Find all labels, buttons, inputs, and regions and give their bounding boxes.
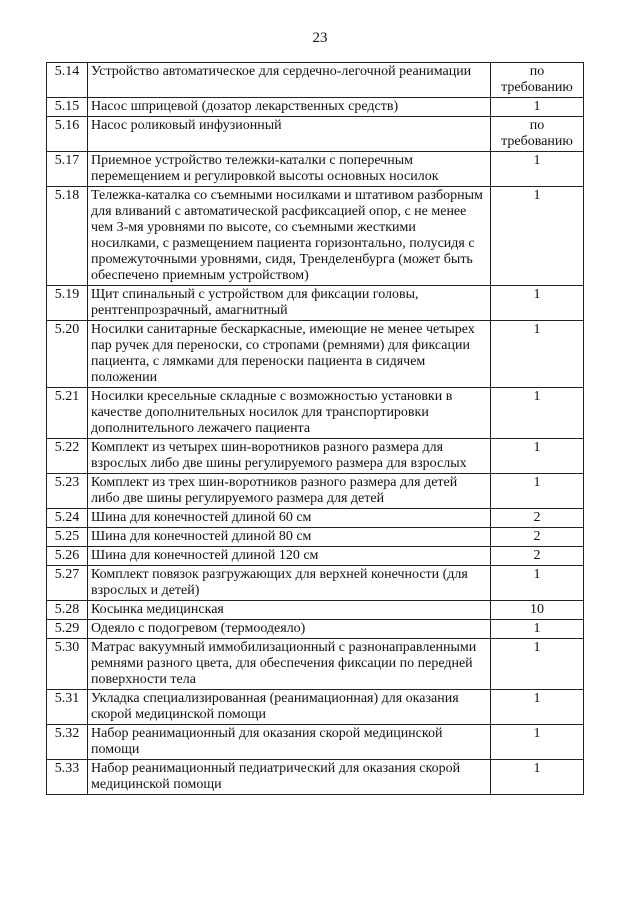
table-row xyxy=(47,321,584,388)
item-number: 5.16 xyxy=(47,117,88,152)
item-quantity: по требованию xyxy=(491,63,584,98)
table-row xyxy=(47,152,584,187)
item-number: 5.19 xyxy=(47,286,88,321)
table-row xyxy=(47,286,584,321)
item-name: Матрас вакуумный иммобилизационный с разнонаправленными ремнями разного цвета, для обеспечения фиксации по передней поверхности тела xyxy=(88,639,491,690)
item-number: 5.29 xyxy=(47,620,88,639)
item-quantity: 1 xyxy=(491,620,584,639)
item-quantity: 1 xyxy=(491,690,584,725)
table-row xyxy=(47,187,584,286)
item-quantity: 1 xyxy=(491,321,584,388)
item-number: 5.30 xyxy=(47,639,88,690)
item-quantity: 1 xyxy=(491,187,584,286)
table-row xyxy=(47,474,584,509)
table-row xyxy=(47,566,584,601)
item-number: 5.18 xyxy=(47,187,88,286)
item-number: 5.24 xyxy=(47,509,88,528)
item-quantity: 1 xyxy=(491,286,584,321)
item-name: Комплект из трех шин-воротников разного размера для детей либо две шины регулируемого размера для детей xyxy=(88,474,491,509)
table-row xyxy=(47,725,584,760)
item-name: Приемное устройство тележки-каталки с поперечным перемещением и регулировкой высоты основных носилок xyxy=(88,152,491,187)
item-quantity: 1 xyxy=(491,474,584,509)
item-name: Шина для конечностей длиной 60 см xyxy=(88,509,491,528)
item-name: Насос шприцевой (дозатор лекарственных средств) xyxy=(88,98,491,117)
equipment-table-body xyxy=(47,63,584,795)
table-row xyxy=(47,528,584,547)
item-name: Шина для конечностей длиной 80 см xyxy=(88,528,491,547)
item-name: Устройство автоматическое для сердечно-легочной реанимации xyxy=(88,63,491,98)
item-name: Тележка-каталка со съемными носилками и штативом разборным для вливаний с автоматической расфиксацией опор, с не менее чем 3-мя уровнями по высоте, со съемными жесткими носилками, с размещением пациента горизонтально, полусидя с промежуточными уровнями, сидя, Тренделенбурга (может быть обеспечено приемным устройством) xyxy=(88,187,491,286)
item-number: 5.33 xyxy=(47,760,88,795)
table-row xyxy=(47,620,584,639)
item-quantity: 10 xyxy=(491,601,584,620)
table-row xyxy=(47,98,584,117)
item-name: Набор реанимационный для оказания скорой медицинской помощи xyxy=(88,725,491,760)
item-name: Комплект повязок разгружающих для верхней конечности (для взрослых и детей) xyxy=(88,566,491,601)
item-name: Носилки кресельные складные с возможностью установки в качестве дополнительных носилок для транспортировки дополнительного лежачего пациента xyxy=(88,388,491,439)
item-quantity: 1 xyxy=(491,566,584,601)
table-row xyxy=(47,760,584,795)
item-name: Косынка медицинская xyxy=(88,601,491,620)
item-name: Набор реанимационный педиатрический для оказания скорой медицинской помощи xyxy=(88,760,491,795)
item-quantity: 1 xyxy=(491,439,584,474)
item-number: 5.14 xyxy=(47,63,88,98)
item-number: 5.15 xyxy=(47,98,88,117)
table-row xyxy=(47,117,584,152)
table-row xyxy=(47,601,584,620)
item-quantity: 1 xyxy=(491,760,584,795)
equipment-table xyxy=(46,62,584,795)
table-row xyxy=(47,547,584,566)
table-row xyxy=(47,690,584,725)
item-number: 5.23 xyxy=(47,474,88,509)
item-number: 5.31 xyxy=(47,690,88,725)
item-quantity: 2 xyxy=(491,547,584,566)
table-row xyxy=(47,63,584,98)
table-row xyxy=(47,639,584,690)
item-number: 5.22 xyxy=(47,439,88,474)
item-number: 5.32 xyxy=(47,725,88,760)
table-row xyxy=(47,509,584,528)
item-quantity: 1 xyxy=(491,725,584,760)
item-number: 5.17 xyxy=(47,152,88,187)
item-name: Щит спинальный с устройством для фиксации головы, рентгенпрозрачный, амагнитный xyxy=(88,286,491,321)
item-name: Комплект из четырех шин-воротников разного размера для взрослых либо две шины регулируемого размера для взрослых xyxy=(88,439,491,474)
item-name: Укладка специализированная (реанимационная) для оказания скорой медицинской помощи xyxy=(88,690,491,725)
item-name: Одеяло с подогревом (термоодеяло) xyxy=(88,620,491,639)
page-number: 23 xyxy=(312,30,328,46)
item-quantity: 1 xyxy=(491,152,584,187)
item-number: 5.25 xyxy=(47,528,88,547)
item-number: 5.28 xyxy=(47,601,88,620)
item-quantity: 2 xyxy=(491,509,584,528)
item-quantity: 2 xyxy=(491,528,584,547)
item-number: 5.20 xyxy=(47,321,88,388)
table-row xyxy=(47,388,584,439)
item-name: Насос роликовый инфузионный xyxy=(88,117,491,152)
item-name: Шина для конечностей длиной 120 см xyxy=(88,547,491,566)
item-quantity: 1 xyxy=(491,639,584,690)
item-number: 5.26 xyxy=(47,547,88,566)
table-row xyxy=(47,439,584,474)
item-number: 5.27 xyxy=(47,566,88,601)
item-quantity: 1 xyxy=(491,388,584,439)
item-quantity: 1 xyxy=(491,98,584,117)
item-name: Носилки санитарные бескаркасные, имеющие не менее четырех пар ручек для переноски, со стропами (ремнями) для фиксации пациента, с лямками для переноски пациента в сидячем положении xyxy=(88,321,491,388)
item-number: 5.21 xyxy=(47,388,88,439)
item-quantity: по требованию xyxy=(491,117,584,152)
